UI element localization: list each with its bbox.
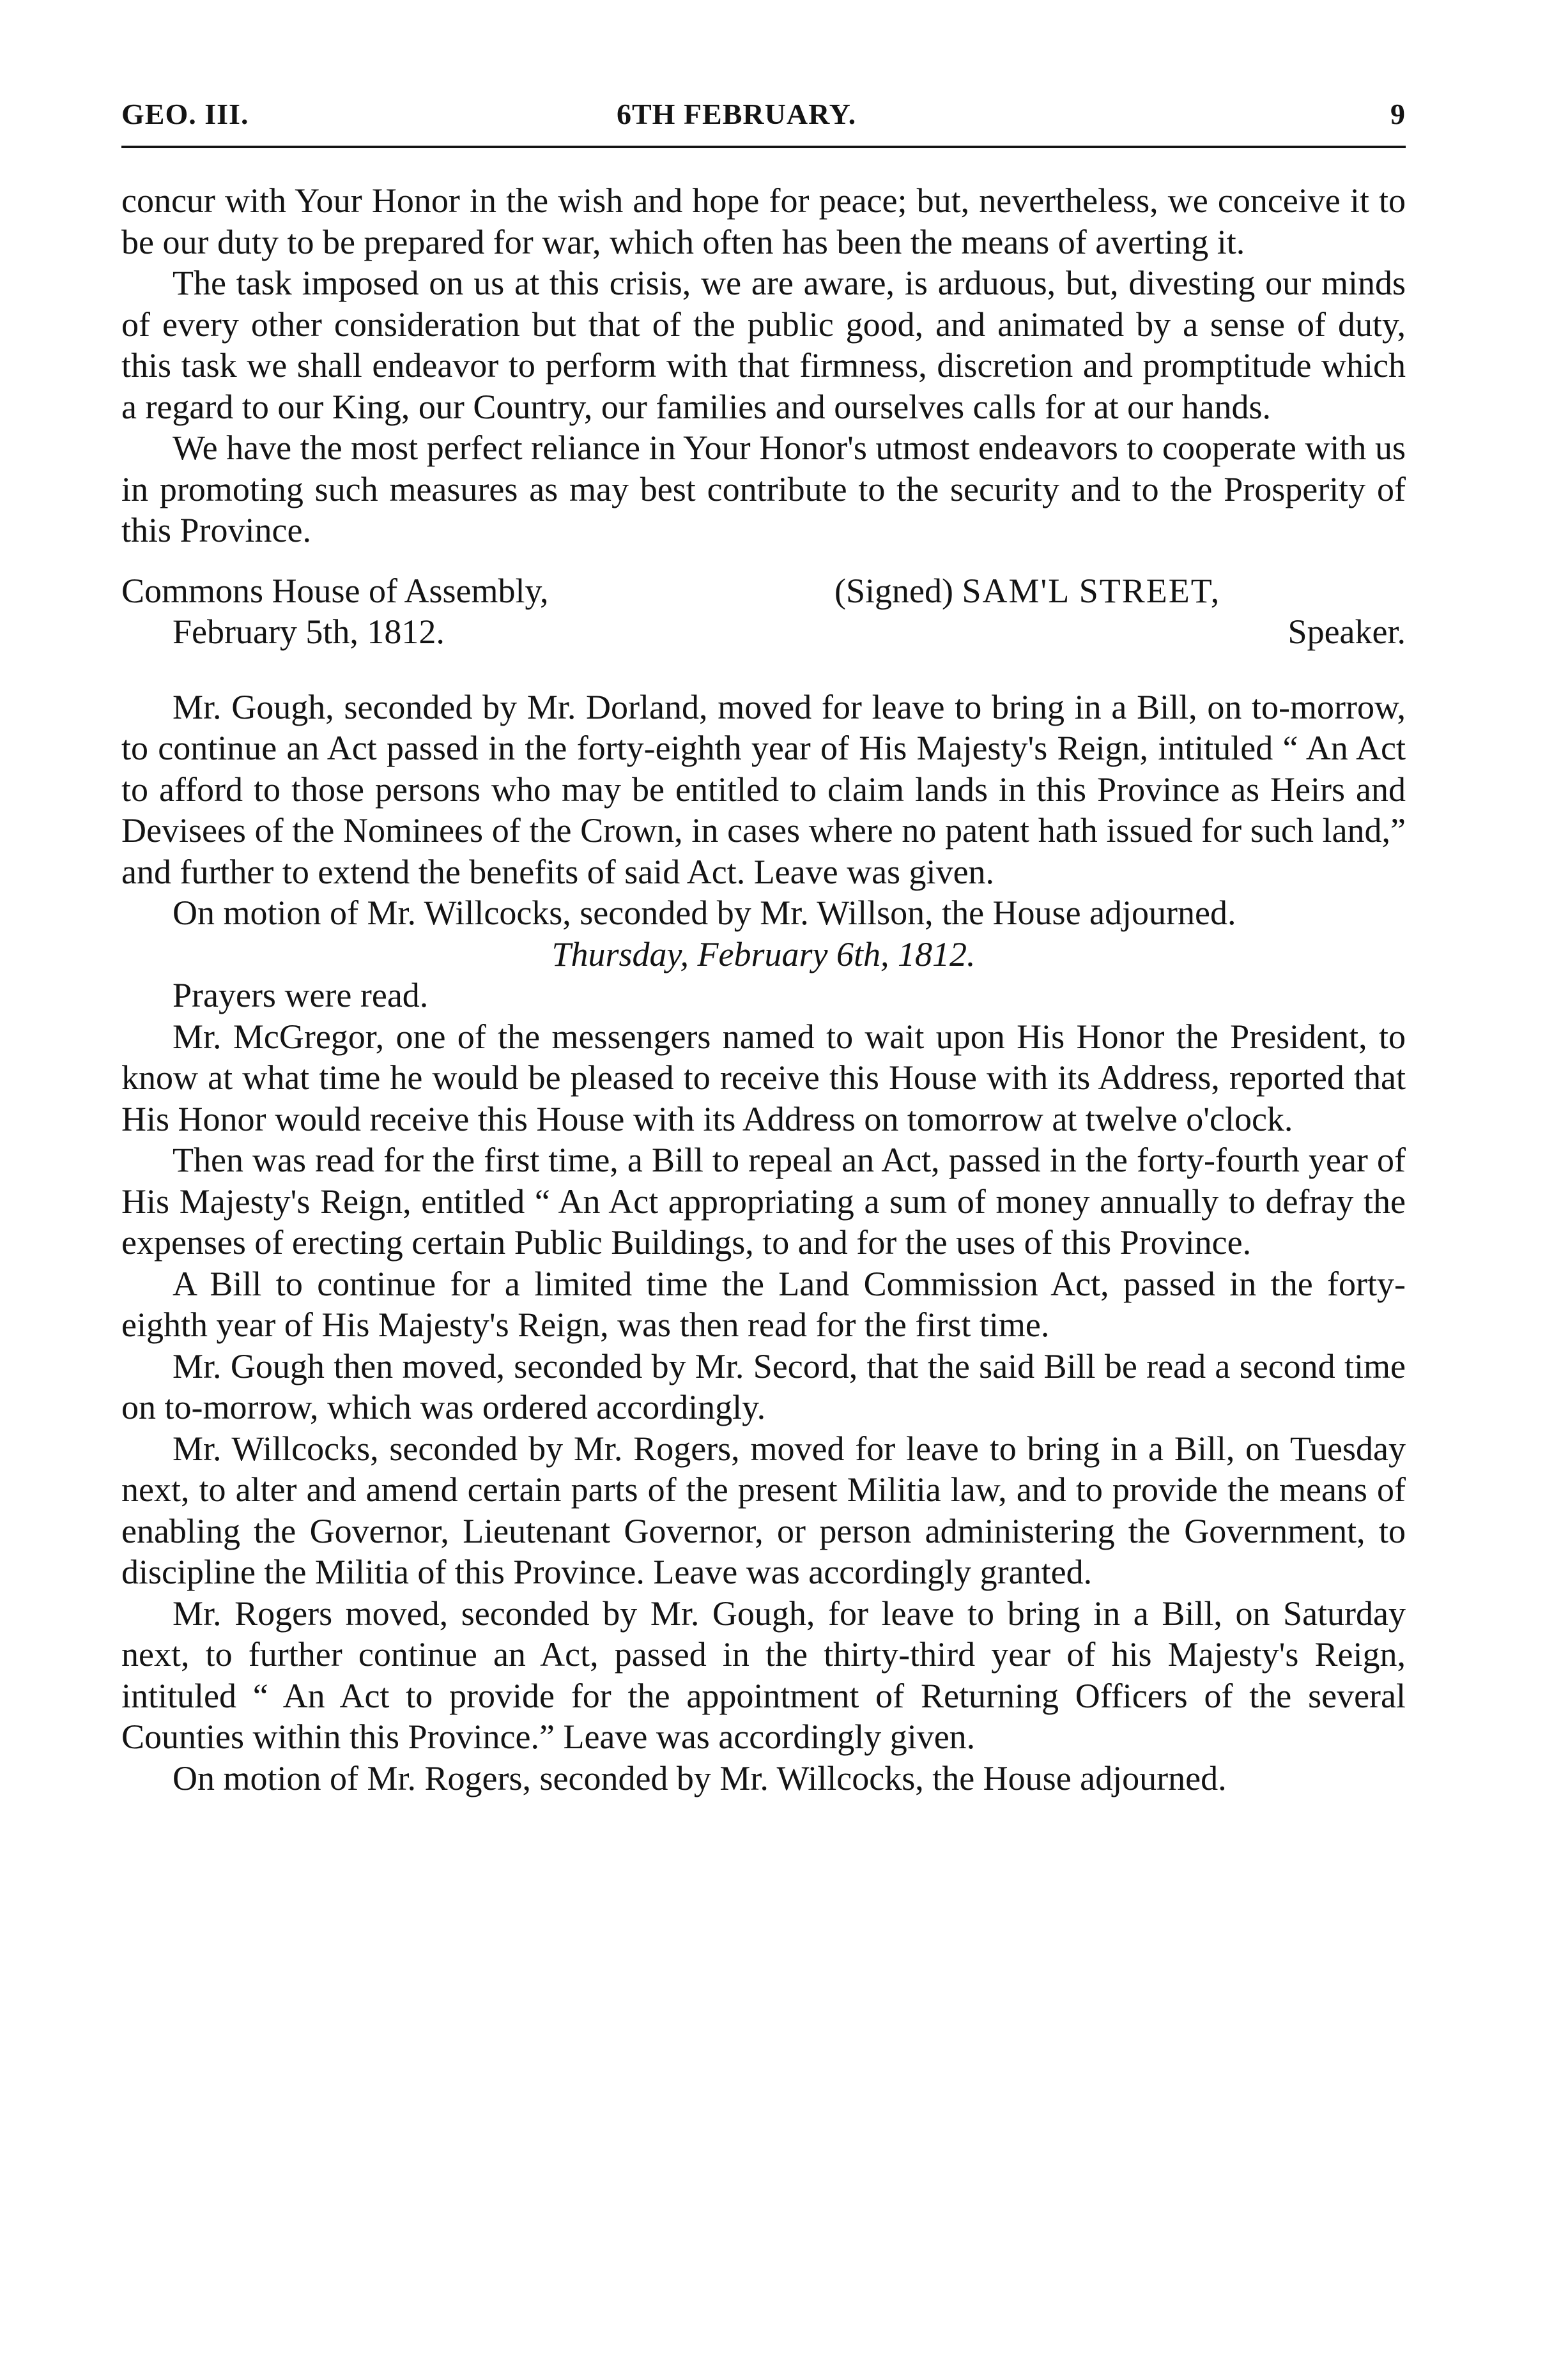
paragraph: Mr. Rogers moved, seconded by Mr. Gough, for leave to bring in a Bill, on Saturday next, to further continue an Act, passed in the thirty-third year of his Majesty's Reign, intituled “ An Act to provide for the appointment of Returning Officers of the several Counties within this Province.” Leave was accordingly given. [121,1594,1406,1756]
signed-prefix: (Signed) [834,571,953,610]
paragraph: Mr. Willcocks, seconded by Mr. Rogers, moved for leave to bring in a Bill, on Tuesday next, to alter and amend certain parts of the present Militia law, and to provide the means of enabling the Governor, Lieutenant Governor, or person administering the Government, to discipline the Militia of this Province. Leave was accordingly granted. [121,1429,1406,1591]
header-reign: GEO. III. [121,98,249,130]
signature-place: Commons House of Assembly, [121,571,549,610]
signatory-name: SAM'L STREET, [962,571,1221,610]
paragraph: Mr. McGregor, one of the messengers named to wait upon His Honor the President, to know at what time he would be pleased to receive this House with its Address, reported that His Honor would receive this House with its Address on tomorrow at twelve o'clock. [121,1017,1406,1138]
signature-date: February 5th, 1812. [173,612,445,651]
body-text [121,180,1406,1799]
paragraph: We have the most perfect reliance in Your Honor's utmost endeavors to cooperate with us in promoting such measures as may best contribute to the security and to the Prosperity of this Province. [121,429,1406,549]
paragraph: Mr. Gough, seconded by Mr. Dorland, moved for leave to bring in a Bill, on to-morrow, to continue an Act passed in the forty-eighth year of His Majesty's Reign, intituled “ An Act to afford to those persons who may be entitled to claim lands in this Province as Heirs and Devisees of the Nominees of the Crown, in cases where no patent hath issued for such land,” and further to extend the benefits of said Act. Leave was given. [121,687,1406,891]
header-date: 6TH FEBRUARY. [617,98,857,130]
paragraph: Then was read for the first time, a Bill to repeal an Act, passed in the forty-fourth year of His Majesty's Reign, entitled “ An Act appropriating a sum of money annually to defray the expenses of erecting certain Public Buildings, to and for the uses of this Province. [121,1141,1406,1262]
paragraph: Prayers were read. [173,976,429,1014]
paragraph: A Bill to continue for a limited time the Land Commission Act, passed in the forty-eighth year of His Majesty's Reign, was then read for the first time. [121,1264,1406,1344]
paragraph: The task imposed on us at this crisis, we are aware, is arduous, but, divesting our minds of every other consideration but that of the public good, and animated by a sense of duty, this task we shall endeavor to perform with that firmness, discretion and promptitude which a regard to our King, our Country, our families and ourselves calls for at our hands. [121,264,1406,426]
date-heading: Thursday, February 6th, 1812. [551,934,976,973]
header-rule [121,146,1406,148]
running-header [121,89,1406,141]
signature-signed [834,570,1220,612]
paragraph: concur with Your Honor in the wish and hope for peace; but, nevertheless, we conceive it to be our duty to be prepared for war, which often has been the means of averting it. [121,181,1406,261]
paragraph: On motion of Mr. Willcocks, seconded by Mr. Willson, the House adjourned. [173,894,1236,932]
paragraph: Mr. Gough then moved, seconded by Mr. Secord, that the said Bill be read a second time on to-morrow, which was ordered accordingly. [121,1346,1406,1426]
page-number: 9 [1390,98,1406,130]
signature-block [121,570,1406,653]
signatory-title: Speaker. [1288,612,1406,651]
paragraph: On motion of Mr. Rogers, seconded by Mr. Willcocks, the House adjourned. [173,1758,1227,1797]
